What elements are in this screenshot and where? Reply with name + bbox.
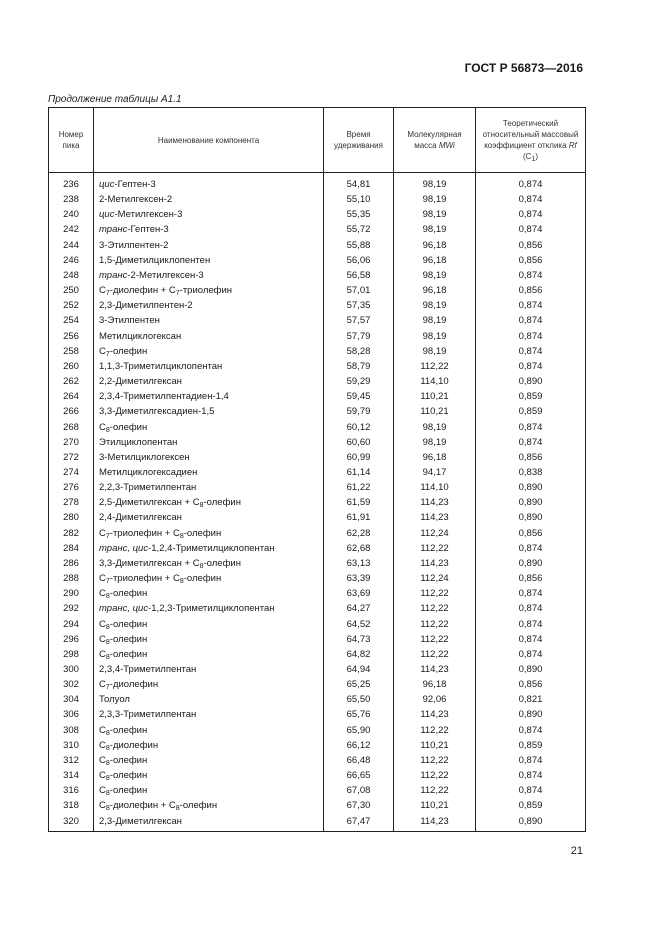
cell-molecular-mass: 98,19 [394,268,476,283]
table-row [49,768,586,783]
cell-peak-number: 272 [49,450,94,465]
cell-response-factor: 0,874 [476,435,586,450]
cell-peak-number: 254 [49,313,94,328]
cell-molecular-mass: 98,19 [394,313,476,328]
cell-response-factor: 0,874 [476,420,586,435]
cell-response-factor: 0,890 [476,480,586,495]
cell-molecular-mass: 98,19 [394,344,476,359]
cell-component-name: 2,3-Диметилгексан [94,814,324,832]
cell-response-factor: 0,874 [476,632,586,647]
cell-retention-time: 64,82 [324,647,394,662]
cell-retention-time: 63,13 [324,556,394,571]
cell-molecular-mass: 96,18 [394,283,476,298]
cell-retention-time: 58,79 [324,359,394,374]
cell-peak-number: 282 [49,526,94,541]
cell-response-factor: 0,821 [476,692,586,707]
cell-molecular-mass: 94,17 [394,465,476,480]
table-row [49,238,586,253]
cell-peak-number: 296 [49,632,94,647]
table-row [49,480,586,495]
cell-peak-number: 304 [49,692,94,707]
cell-retention-time: 65,76 [324,707,394,722]
cell-peak-number: 246 [49,253,94,268]
cell-component-name: транс, цис-1,2,4-Триметилциклопентан [94,541,324,556]
cell-response-factor: 0,890 [476,707,586,722]
cell-retention-time: 65,90 [324,723,394,738]
cell-molecular-mass: 112,22 [394,541,476,556]
cell-molecular-mass: 114,10 [394,374,476,389]
cell-retention-time: 65,25 [324,677,394,692]
table-row [49,173,586,193]
cell-retention-time: 59,45 [324,389,394,404]
cell-response-factor: 0,859 [476,738,586,753]
cell-molecular-mass: 112,22 [394,723,476,738]
table-row [49,783,586,798]
cell-retention-time: 56,06 [324,253,394,268]
cell-component-name: 3-Этилпентен-2 [94,238,324,253]
cell-peak-number: 294 [49,617,94,632]
cell-molecular-mass: 112,22 [394,617,476,632]
cell-peak-number: 248 [49,268,94,283]
cell-response-factor: 0,874 [476,222,586,237]
cell-peak-number: 268 [49,420,94,435]
cell-component-name: 2,3,3-Триметилпентан [94,707,324,722]
cell-retention-time: 67,08 [324,783,394,798]
table-row [49,389,586,404]
cell-retention-time: 62,28 [324,526,394,541]
cell-response-factor: 0,856 [476,571,586,586]
cell-peak-number: 284 [49,541,94,556]
cell-response-factor: 0,890 [476,374,586,389]
cell-molecular-mass: 112,24 [394,571,476,586]
cell-molecular-mass: 112,22 [394,359,476,374]
cell-molecular-mass: 110,21 [394,798,476,813]
cell-component-name: 3,3-Диметилгексан + $C_8$-олефин [94,556,324,571]
cell-component-name: 3-Этилпентен [94,313,324,328]
cell-response-factor: 0,874 [476,359,586,374]
cell-component-name: $C_8$-диолефин + $C_8$-олефин [94,798,324,813]
cell-molecular-mass: 96,18 [394,677,476,692]
cell-component-name: $C_8$-олефин [94,783,324,798]
cell-response-factor: 0,874 [476,173,586,193]
table-row [49,647,586,662]
cell-retention-time: 56,58 [324,268,394,283]
header-retention-time: Время удерживания [324,108,394,173]
cell-response-factor: 0,856 [476,526,586,541]
table-row [49,420,586,435]
cell-peak-number: 302 [49,677,94,692]
cell-retention-time: 57,01 [324,283,394,298]
cell-component-name: $C_8$-диолефин [94,738,324,753]
cell-peak-number: 250 [49,283,94,298]
cell-peak-number: 310 [49,738,94,753]
cell-molecular-mass: 114,10 [394,480,476,495]
cell-molecular-mass: 112,24 [394,526,476,541]
cell-molecular-mass: 98,19 [394,298,476,313]
cell-retention-time: 66,12 [324,738,394,753]
table-row [49,617,586,632]
cell-peak-number: 266 [49,404,94,419]
cell-retention-time: 62,68 [324,541,394,556]
table-row [49,298,586,313]
cell-component-name: 3-Метилциклогексен [94,450,324,465]
cell-component-name: $C_7$-диолефин + $C_7$-триолефин [94,283,324,298]
cell-peak-number: 252 [49,298,94,313]
cell-molecular-mass: 98,19 [394,329,476,344]
cell-peak-number: 286 [49,556,94,571]
table-row [49,435,586,450]
cell-molecular-mass: 96,18 [394,253,476,268]
cell-peak-number: 300 [49,662,94,677]
cell-retention-time: 60,12 [324,420,394,435]
cell-component-name: Этилциклопентан [94,435,324,450]
cell-retention-time: 55,35 [324,207,394,222]
table-row [49,192,586,207]
cell-component-name: 2,4-Диметилгексан [94,510,324,525]
cell-peak-number: 244 [49,238,94,253]
cell-molecular-mass: 110,21 [394,738,476,753]
cell-retention-time: 57,57 [324,313,394,328]
cell-molecular-mass: 112,22 [394,601,476,616]
table-row [49,404,586,419]
header-response-factor: Теоретический относительный массовый коэффициент отклика Rf $(C_1)$ [476,108,586,173]
table-caption: Продолжение таблицы А1.1 [48,94,182,105]
table-header [49,108,586,173]
cell-retention-time: 54,81 [324,173,394,193]
cell-component-name: $C_8$-олефин [94,723,324,738]
cell-retention-time: 65,50 [324,692,394,707]
cell-peak-number: 288 [49,571,94,586]
cell-response-factor: 0,890 [476,662,586,677]
cell-component-name: цис-Гептен-3 [94,173,324,193]
cell-peak-number: 236 [49,173,94,193]
cell-component-name: 3,3-Диметилгексадиен-1,5 [94,404,324,419]
table-row [49,601,586,616]
cell-molecular-mass: 96,18 [394,238,476,253]
table-row [49,723,586,738]
cell-response-factor: 0,874 [476,768,586,783]
cell-component-name: 2,5-Диметилгексан + $C_8$-олефин [94,495,324,510]
table-row [49,814,586,832]
cell-retention-time: 57,35 [324,298,394,313]
cell-molecular-mass: 112,22 [394,647,476,662]
page-number: 21 [570,845,583,857]
table-row [49,207,586,222]
cell-response-factor: 0,859 [476,404,586,419]
cell-response-factor: 0,890 [476,510,586,525]
cell-response-factor: 0,856 [476,450,586,465]
cell-component-name: $C_7$-олефин [94,344,324,359]
table-row [49,253,586,268]
cell-retention-time: 61,22 [324,480,394,495]
cell-peak-number: 260 [49,359,94,374]
cell-retention-time: 66,48 [324,753,394,768]
cell-component-name: Толуол [94,692,324,707]
table-row [49,283,586,298]
cell-component-name: $C_7$-триолефин + $C_8$-олефин [94,571,324,586]
cell-response-factor: 0,874 [476,541,586,556]
cell-response-factor: 0,856 [476,677,586,692]
table-row [49,222,586,237]
cell-peak-number: 314 [49,768,94,783]
cell-peak-number: 270 [49,435,94,450]
table-row [49,526,586,541]
cell-component-name: транс-2-Метилгексен-3 [94,268,324,283]
cell-component-name: 2,2-Диметилгексан [94,374,324,389]
cell-component-name: $C_8$-олефин [94,586,324,601]
cell-response-factor: 0,890 [476,495,586,510]
cell-molecular-mass: 112,22 [394,768,476,783]
cell-molecular-mass: 110,21 [394,389,476,404]
cell-retention-time: 64,52 [324,617,394,632]
cell-component-name: $C_7$-триолефин + $C_8$-олефин [94,526,324,541]
cell-peak-number: 318 [49,798,94,813]
cell-response-factor: 0,874 [476,268,586,283]
header-peak-number: Номер пика [49,108,94,173]
cell-retention-time: 59,79 [324,404,394,419]
cell-molecular-mass: 112,22 [394,783,476,798]
document-code: ГОСТ Р 56873—2016 [464,61,583,75]
cell-component-name: 1,1,3-Триметилциклопентан [94,359,324,374]
cell-component-name: Метилциклогексан [94,329,324,344]
cell-response-factor: 0,874 [476,313,586,328]
table-row [49,571,586,586]
cell-component-name: 2,3,4-Триметилпентадиен-1,4 [94,389,324,404]
table-row [49,677,586,692]
cell-molecular-mass: 96,18 [394,450,476,465]
cell-component-name: $C_8$-олефин [94,647,324,662]
cell-molecular-mass: 114,23 [394,662,476,677]
cell-retention-time: 61,14 [324,465,394,480]
cell-peak-number: 258 [49,344,94,359]
cell-molecular-mass: 114,23 [394,556,476,571]
cell-retention-time: 55,88 [324,238,394,253]
cell-molecular-mass: 98,19 [394,222,476,237]
cell-component-name: $C_8$-олефин [94,420,324,435]
cell-peak-number: 238 [49,192,94,207]
cell-retention-time: 59,29 [324,374,394,389]
cell-molecular-mass: 98,19 [394,192,476,207]
cell-peak-number: 280 [49,510,94,525]
cell-response-factor: 0,874 [476,207,586,222]
table-row [49,344,586,359]
cell-component-name: цис-Метилгексен-3 [94,207,324,222]
cell-molecular-mass: 98,19 [394,207,476,222]
components-table [48,107,586,832]
cell-peak-number: 306 [49,707,94,722]
cell-peak-number: 242 [49,222,94,237]
cell-response-factor: 0,874 [476,586,586,601]
table-body [49,173,586,832]
cell-response-factor: 0,856 [476,283,586,298]
cell-peak-number: 320 [49,814,94,832]
cell-molecular-mass: 114,23 [394,510,476,525]
cell-retention-time: 63,39 [324,571,394,586]
table-row [49,450,586,465]
cell-response-factor: 0,874 [476,753,586,768]
cell-component-name: 2,2,3-Триметилпентан [94,480,324,495]
cell-component-name: $C_8$-олефин [94,617,324,632]
cell-component-name: 2-Метилгексен-2 [94,192,324,207]
cell-molecular-mass: 112,22 [394,586,476,601]
cell-retention-time: 60,60 [324,435,394,450]
cell-response-factor: 0,856 [476,238,586,253]
cell-response-factor: 0,874 [476,617,586,632]
cell-peak-number: 276 [49,480,94,495]
header-component-name: Наименование компонента [94,108,324,173]
header-molecular-mass: Молекулярная масса MWi [394,108,476,173]
cell-response-factor: 0,856 [476,253,586,268]
cell-retention-time: 60,99 [324,450,394,465]
cell-component-name: $C_8$-олефин [94,753,324,768]
cell-retention-time: 61,59 [324,495,394,510]
table-row [49,495,586,510]
cell-molecular-mass: 114,23 [394,495,476,510]
cell-component-name: $C_8$-олефин [94,768,324,783]
table-row [49,738,586,753]
cell-molecular-mass: 112,22 [394,753,476,768]
cell-response-factor: 0,874 [476,647,586,662]
cell-peak-number: 308 [49,723,94,738]
cell-component-name: транс-Гептен-3 [94,222,324,237]
cell-retention-time: 55,10 [324,192,394,207]
cell-peak-number: 264 [49,389,94,404]
cell-molecular-mass: 92,06 [394,692,476,707]
cell-molecular-mass: 98,19 [394,435,476,450]
cell-peak-number: 298 [49,647,94,662]
cell-peak-number: 312 [49,753,94,768]
cell-response-factor: 0,874 [476,783,586,798]
table-row [49,313,586,328]
table-row [49,510,586,525]
table-row [49,374,586,389]
cell-response-factor: 0,890 [476,814,586,832]
table-row [49,329,586,344]
cell-peak-number: 256 [49,329,94,344]
table-row [49,632,586,647]
cell-retention-time: 58,28 [324,344,394,359]
cell-retention-time: 61,91 [324,510,394,525]
cell-response-factor: 0,890 [476,556,586,571]
cell-peak-number: 262 [49,374,94,389]
cell-component-name: $C_8$-олефин [94,632,324,647]
cell-component-name: 2,3-Диметилпентен-2 [94,298,324,313]
table-row [49,465,586,480]
cell-peak-number: 290 [49,586,94,601]
cell-retention-time: 64,73 [324,632,394,647]
table-row [49,586,586,601]
cell-retention-time: 55,72 [324,222,394,237]
cell-component-name: транс, цис-1,2,3-Триметилциклопентан [94,601,324,616]
cell-peak-number: 316 [49,783,94,798]
cell-molecular-mass: 114,23 [394,707,476,722]
cell-component-name: Метилциклогексадиен [94,465,324,480]
cell-response-factor: 0,874 [476,298,586,313]
cell-retention-time: 64,27 [324,601,394,616]
cell-component-name: 1,5-Диметилциклопентен [94,253,324,268]
cell-retention-time: 67,47 [324,814,394,832]
cell-response-factor: 0,874 [476,344,586,359]
cell-response-factor: 0,874 [476,329,586,344]
table-row [49,707,586,722]
cell-molecular-mass: 110,21 [394,404,476,419]
table-row [49,541,586,556]
table-row [49,798,586,813]
cell-retention-time: 67,30 [324,798,394,813]
table-row [49,692,586,707]
cell-molecular-mass: 98,19 [394,173,476,193]
cell-peak-number: 292 [49,601,94,616]
cell-retention-time: 64,94 [324,662,394,677]
table-row [49,359,586,374]
table-row [49,268,586,283]
cell-response-factor: 0,874 [476,601,586,616]
cell-response-factor: 0,859 [476,798,586,813]
cell-response-factor: 0,838 [476,465,586,480]
cell-molecular-mass: 114,23 [394,814,476,832]
cell-response-factor: 0,874 [476,192,586,207]
cell-component-name: $C_7$-диолефин [94,677,324,692]
cell-peak-number: 278 [49,495,94,510]
cell-component-name: 2,3,4-Триметилпентан [94,662,324,677]
cell-peak-number: 240 [49,207,94,222]
table-row [49,556,586,571]
cell-molecular-mass: 112,22 [394,632,476,647]
cell-retention-time: 57,79 [324,329,394,344]
table-row [49,753,586,768]
cell-retention-time: 66,65 [324,768,394,783]
cell-molecular-mass: 98,19 [394,420,476,435]
cell-response-factor: 0,874 [476,723,586,738]
table-row [49,662,586,677]
cell-response-factor: 0,859 [476,389,586,404]
cell-peak-number: 274 [49,465,94,480]
cell-retention-time: 63,69 [324,586,394,601]
